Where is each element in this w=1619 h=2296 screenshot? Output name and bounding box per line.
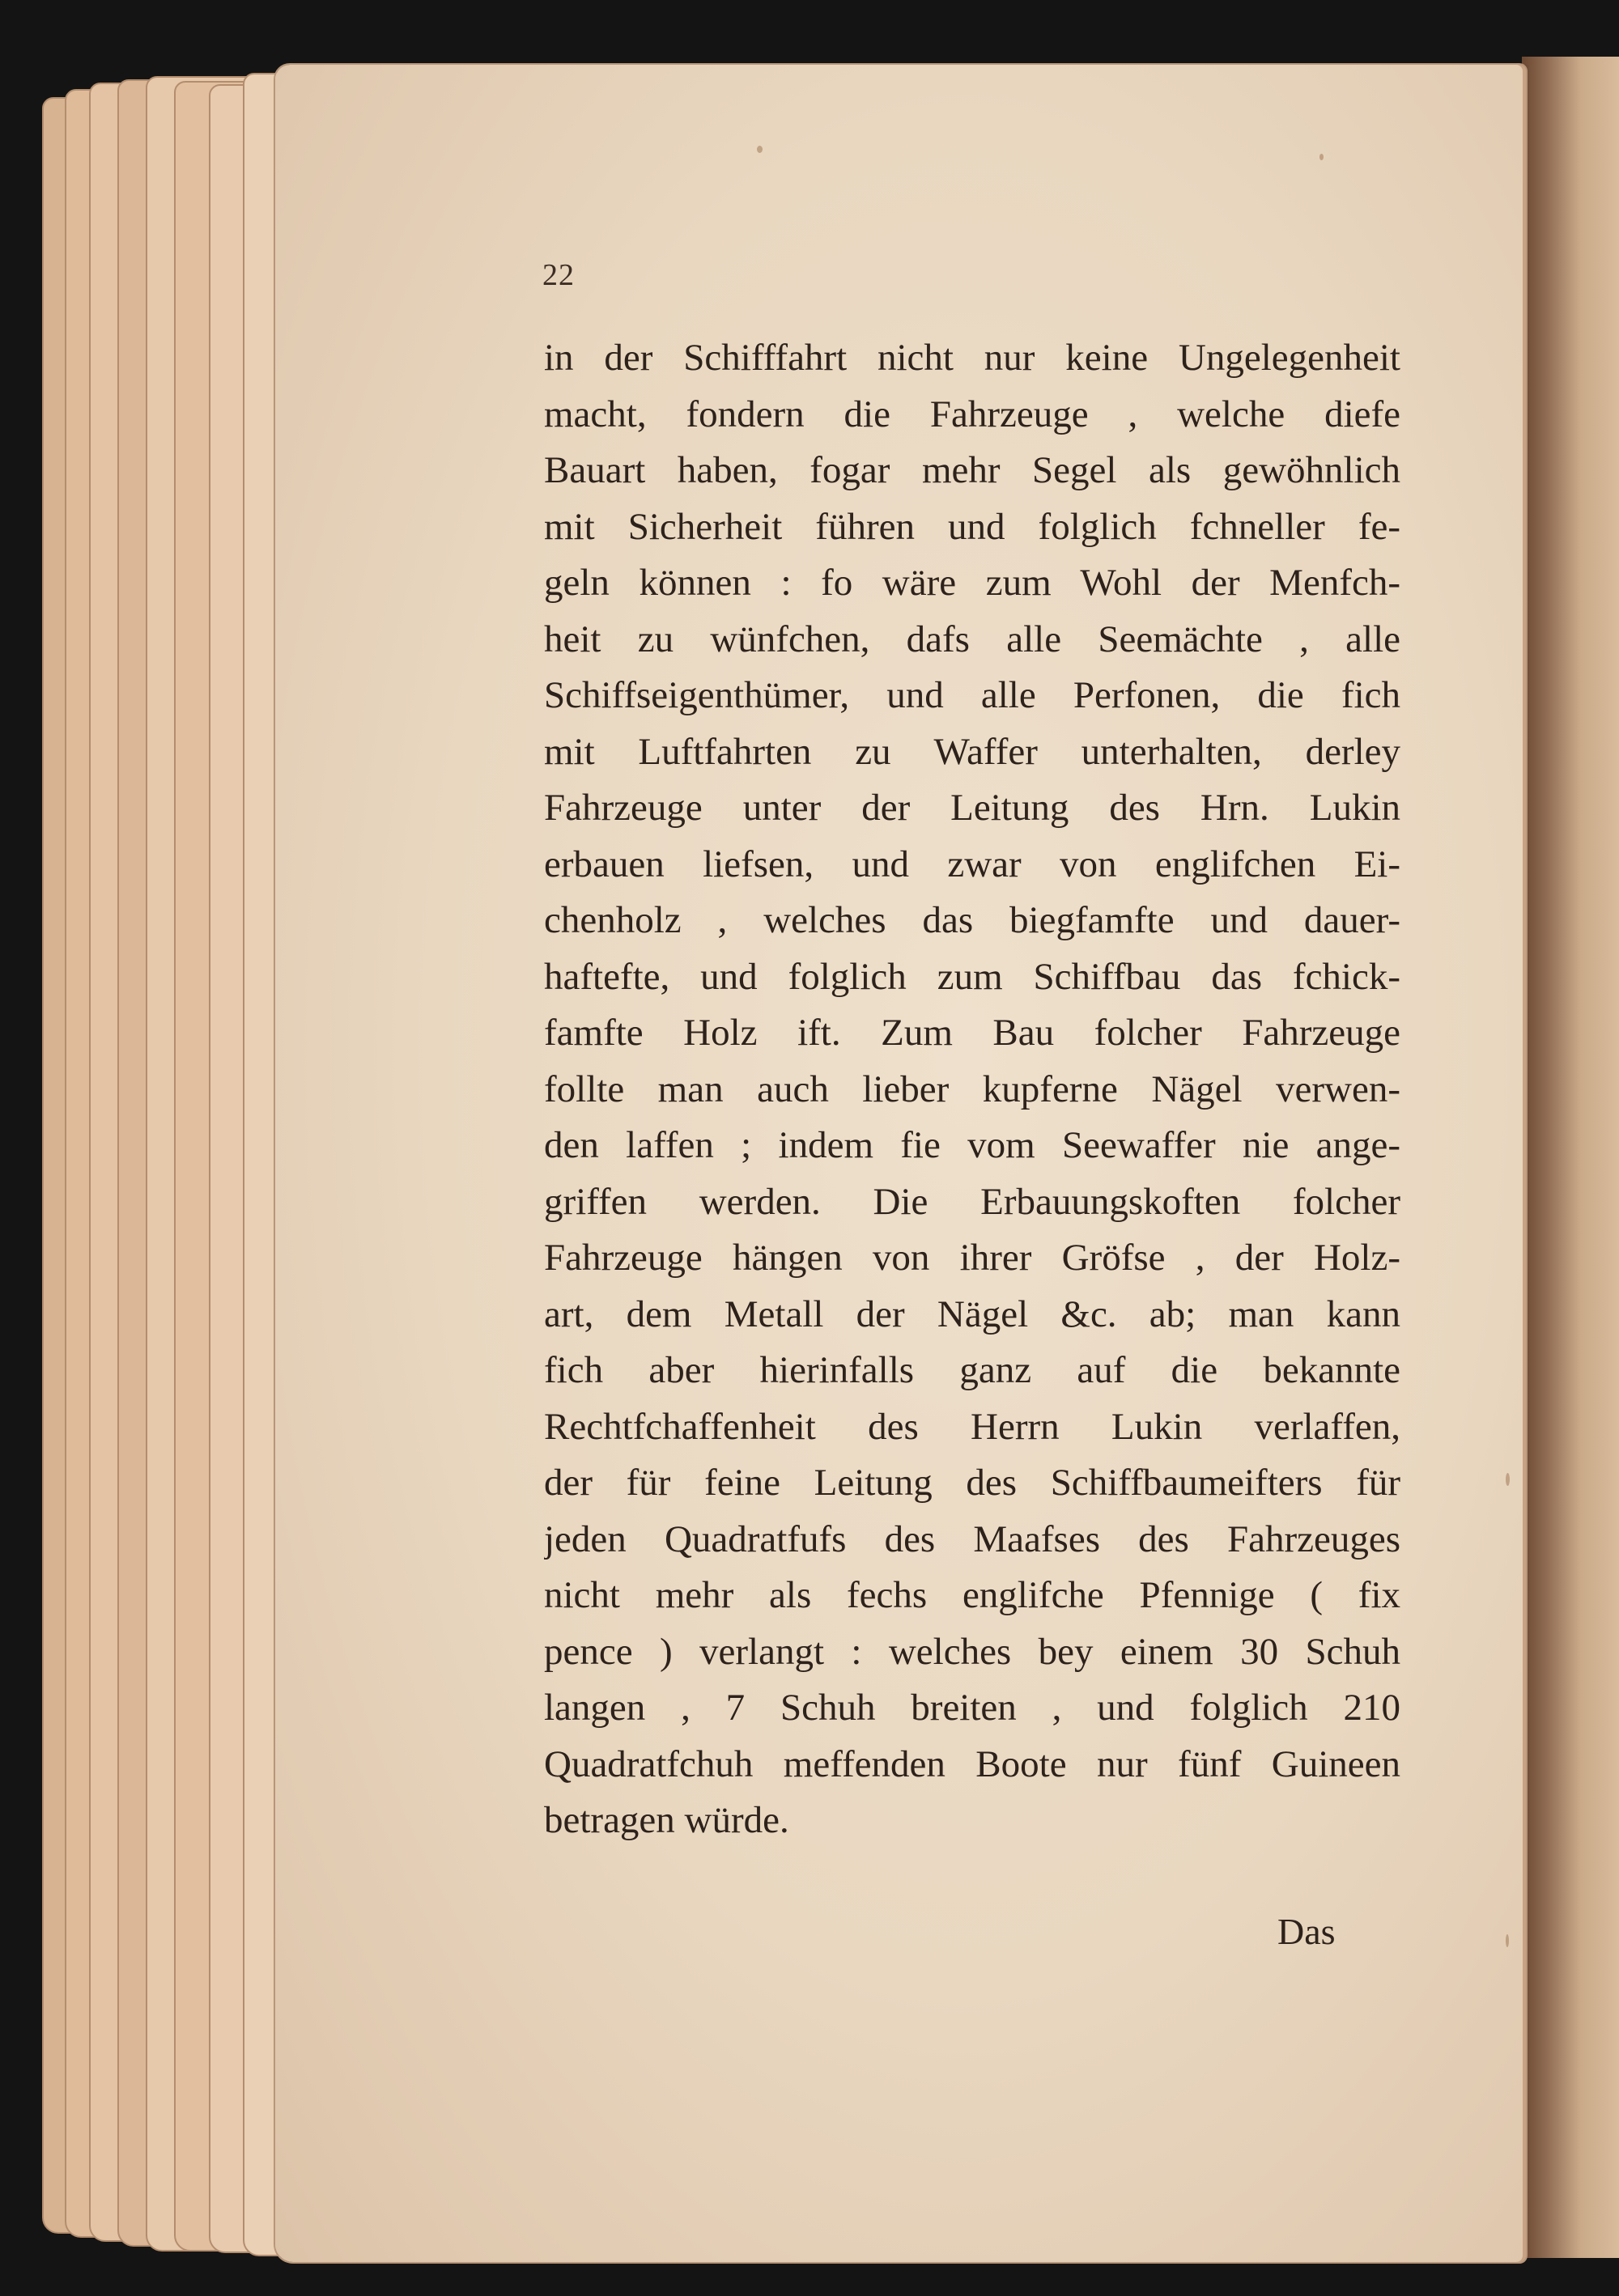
- text-line: Bauart haben, fogar mehr Segel als gewöhnlich: [544, 449, 1400, 491]
- text-line: famfte Holz ift. Zum Bau folcher Fahrzeuge: [544, 1012, 1400, 1054]
- text-line: jeden Quadratfufs des Maafses des Fahrzeuges: [544, 1517, 1400, 1560]
- text-line: Fahrzeuge unter der Leitung des Hrn. Lukin: [544, 787, 1400, 829]
- text-line: Quadratfchuh meffenden Boote nur fünf Guineen: [544, 1742, 1400, 1785]
- text-line: Fahrzeuge hängen von ihrer Gröfse , der Holz-: [544, 1237, 1400, 1279]
- text-line: pence ) verlangt : welches bey einem 30 Schuh: [544, 1630, 1400, 1673]
- paper-speck: [1506, 1473, 1510, 1486]
- catchword: Das: [1277, 1911, 1336, 1952]
- text-line: fich aber hierinfalls ganz auf die bekannte: [544, 1349, 1400, 1391]
- text-line: haftefte, und folglich zum Schiffbau das fchick-: [544, 955, 1400, 998]
- text-line: follte man auch lieber kupferne Nägel verwen-: [544, 1067, 1400, 1110]
- text-line: den laffen ; indem fie vom Seewaffer nie ange-: [544, 1124, 1400, 1166]
- text-line: in der Schifffahrt nicht nur keine Ungelegenheit: [544, 337, 1400, 379]
- body-text: [544, 330, 1400, 1849]
- page-number: 22: [542, 258, 575, 292]
- text-line: chenholz , welches das biegfamfte und dauer-: [544, 899, 1400, 941]
- text-line: geln können : fo wäre zum Wohl der Menfch-: [544, 562, 1400, 604]
- text-line: nicht mehr als fechs englifche Pfennige ( fix: [544, 1574, 1400, 1616]
- text-line: betragen würde.: [544, 1799, 789, 1841]
- text-line: Rechtfchaffenheit des Herrn Lukin verlaffen,: [544, 1405, 1400, 1448]
- text-line: art, dem Metall der Nägel &c. ab; man kann: [544, 1292, 1400, 1335]
- paper-speck: [757, 146, 763, 153]
- text-line: heit zu wünfchen, dafs alle Seemächte , alle: [544, 618, 1400, 660]
- text-line: Schiffseigenthümer, und alle Perfonen, die fich: [544, 674, 1400, 716]
- text-line: langen , 7 Schuh breiten , und folglich 210: [544, 1687, 1400, 1729]
- paper-speck: [1506, 1934, 1509, 1947]
- text-line: der für feine Leitung des Schiffbaumeifters für: [544, 1462, 1400, 1504]
- facing-page: [1522, 57, 1619, 2258]
- paper-speck: [1319, 154, 1324, 160]
- text-line: griffen werden. Die Erbauungskoften folcher: [544, 1180, 1400, 1223]
- text-line: macht, fondern die Fahrzeuge , welche diefe: [544, 393, 1400, 435]
- text-line: mit Luftfahrten zu Waffer unterhalten, derley: [544, 730, 1400, 773]
- text-line: erbauen liefsen, und zwar von englifchen Ei-: [544, 842, 1400, 885]
- text-line: mit Sicherheit führen und folglich fchneller fe-: [544, 505, 1400, 548]
